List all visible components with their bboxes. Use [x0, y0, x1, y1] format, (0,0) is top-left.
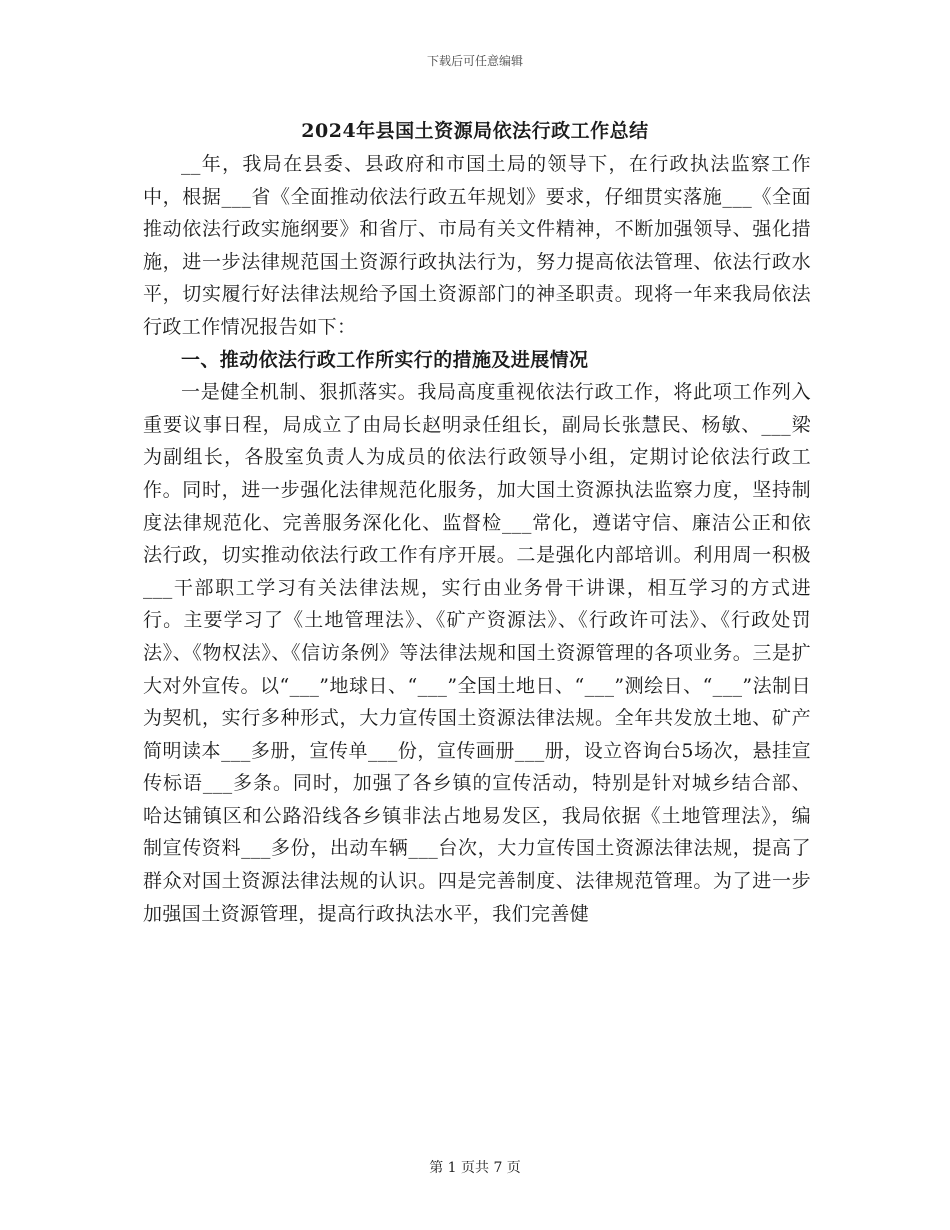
section-heading: 一、推动依法行政工作所实行的措施及进展情况 — [181, 348, 589, 371]
page-header-note: 下载后可任意编辑 — [426, 54, 523, 68]
document-title: 2024年县国土资源局依法行政工作总结 — [301, 120, 649, 142]
measures-paragraph: 一是健全机制、狠抓落实。我局高度重视依法行政工作，将此项工作列入重要议事日程，局成立了由局长赵明录任组长，副局长张慧民、杨敏、___梁为副组长，各股室负责人为成员的依法行政领导小组，定期讨论依法行政工作。同时，进一步强化法律规范化服务，加大国土资源执法监察力度，坚持制度法律规范化、完善服务深化化、监督检___常化，遵诺守信、廉洁公正和依法行政，切实推动依法行政工作有序开展。二是强化内部培训。利用周一积极___干部职工学习有关法律法规，实行由业务骨干讲课，相互学习的方式进行。主要学习了《土地管理法》、《矿产资源法》、《行政许可法》、《行政处罚法》、《物权法》、《信访条例》等法律法规和国土资源管理的各项业务。三是扩大对外宣传。以“___”地球日、“___”全国土地日、“___”测绘日、“___”法制日为契机，实行多种形式，大力宣传国土资源法律法规。全年共发放土地、矿产简明读本___多册，宣传单___份，宣传画册___册，设立咨询台5场次，悬挂宣传标语___多条。同时，加强了各乡镇的宣传活动，特别是针对城乡结合部、哈达铺镇区和公路沿线各乡镇非法占地易发区，我局依据《土地管理法》，编制宣传资料___多份，出动车辆___台次，大力宣传国土资源法律法规，提高了群众对国土资源法律法规的认识。四是完善制度、法律规范管理。为了进一步加强国土资源管理，提高行政执法水平，我们完善健 — [143, 381, 811, 925]
intro-paragraph: __年，我局在县委、县政府和市国土局的领导下，在行政执法监察工作中，根据___省《全面推动依法行政五年规划》要求，仔细贯实落施___《全面推动依法行政实施纲要》和省厅、市局有关文件精神，不断加强领导、强化措施，进一步法律规范国土资源行政执法行为，努力提高依法管理、依法行政水平，切实履行好法律法规给予国土资源部门的神圣职责。现将一年来我局依法行政工作情况报告如下： — [143, 153, 811, 338]
document-body — [143, 148, 811, 930]
page-number: 第 1 页共 7 页 — [429, 1160, 521, 1176]
